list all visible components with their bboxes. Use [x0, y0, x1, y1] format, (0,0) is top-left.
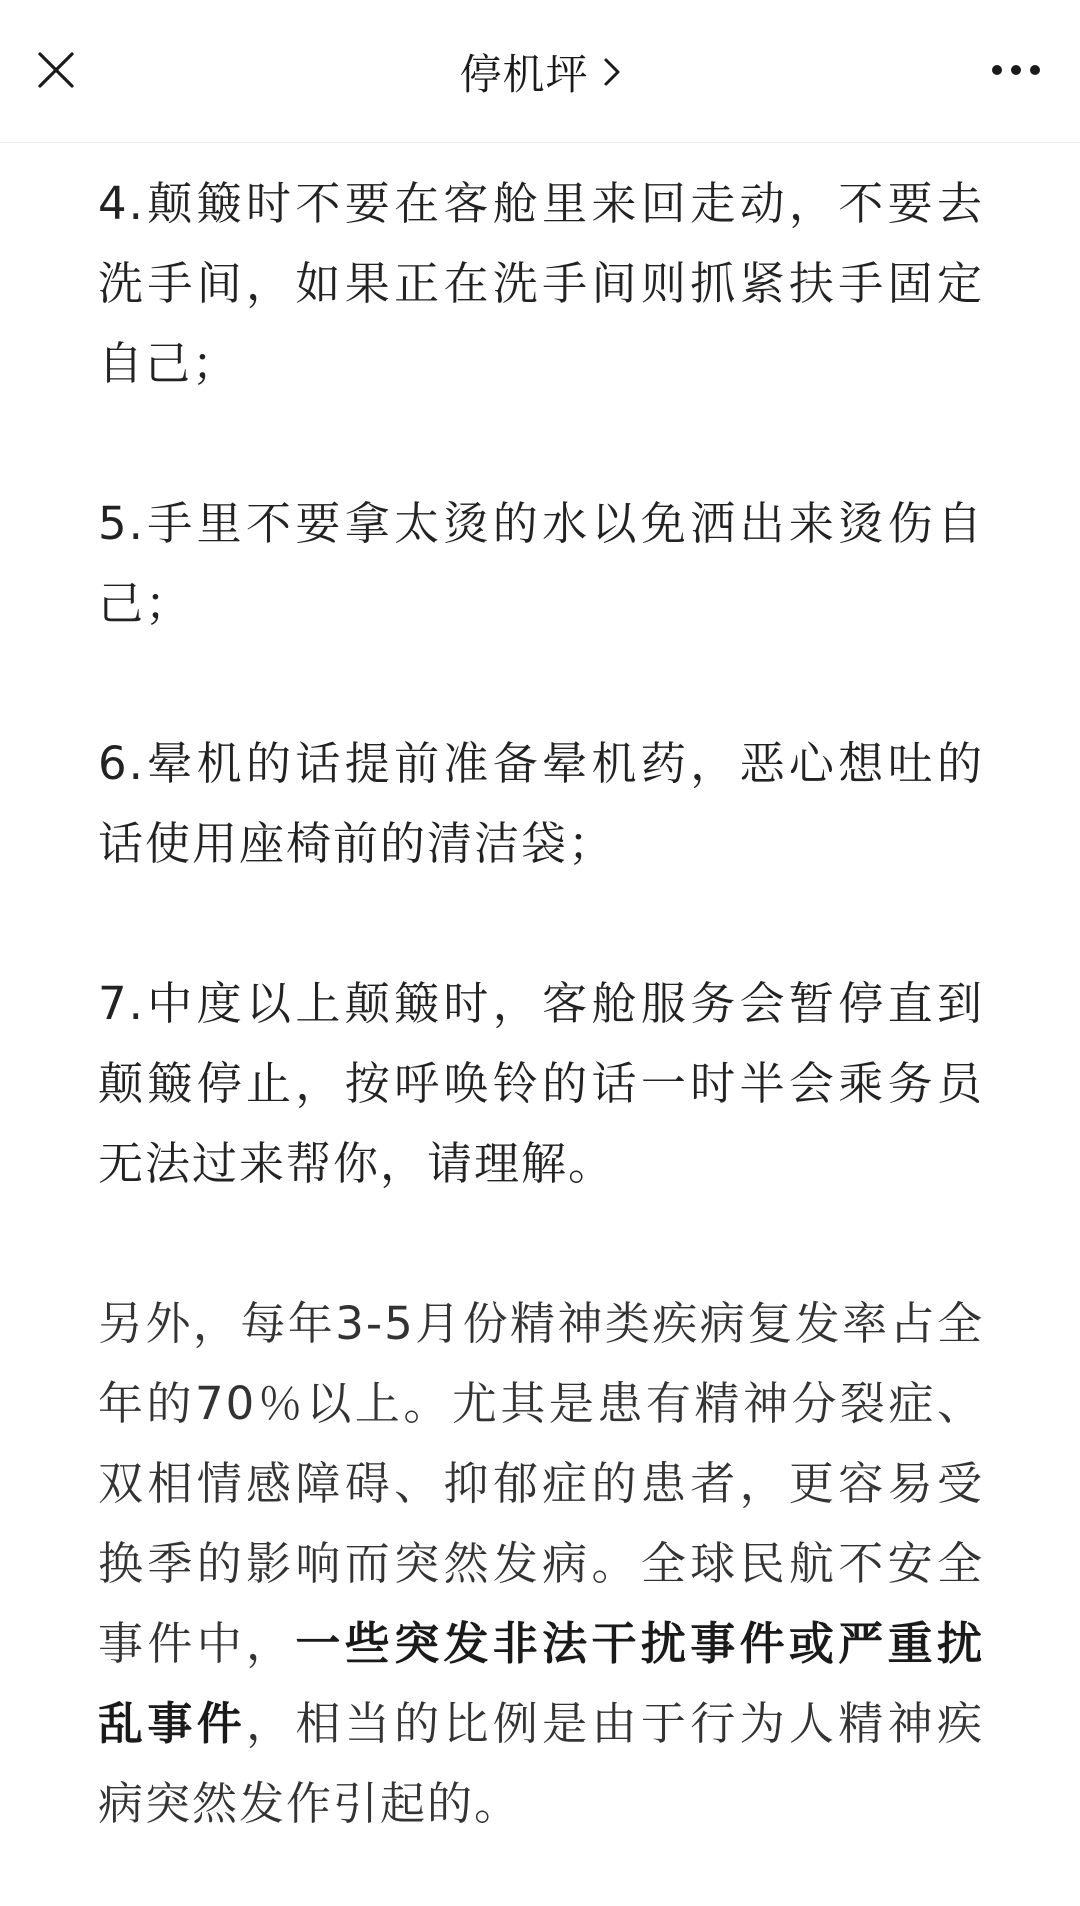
paragraph-item-5: 5.手里不要拿太烫的水以免洒出来烫伤自己； [98, 497, 984, 630]
paragraph-extra [98, 1284, 984, 1844]
account-title-button[interactable] [340, 40, 740, 104]
paragraph-extra-bold: 一些突发非法干扰事件或严重扰乱事件 [98, 1617, 984, 1750]
paragraph-item-6: 6.晕机的话提前准备晕机药，恶心想吐的话使用座椅前的清洁袋； [98, 737, 984, 870]
more-button[interactable] [980, 42, 1052, 98]
more-dots-icon [991, 64, 1041, 76]
close-icon [36, 50, 76, 90]
top-bar [0, 0, 1080, 143]
paragraph-item-4: 4.颠簸时不要在客舱里来回走动，不要去洗手间，如果正在洗手间则抓紧扶手固定自己； [98, 177, 984, 390]
paragraph-extra-part1: 另外，每年3-5月份精神类疾病复发率占全年的70％以上。尤其是患有精神分裂症、双相情感障碍、抑郁症的患者，更容易受换季的影响而突然发病。全球民航不安全事件中， [98, 1297, 984, 1670]
close-button[interactable] [28, 42, 84, 98]
paragraph-item-7: 7.中度以上颠簸时，客舱服务会暂停直到颠簸停止，按呼唤铃的话一时半会乘务员无法过来帮你，请理解。 [98, 977, 984, 1190]
article-body [98, 164, 984, 1844]
paragraph-extra-part2: ，相当的比例是由于行为人精神疾病突然发作引起的。 [98, 1697, 984, 1830]
page-title: 停机坪 [459, 50, 589, 99]
chevron-right-icon [603, 57, 621, 87]
